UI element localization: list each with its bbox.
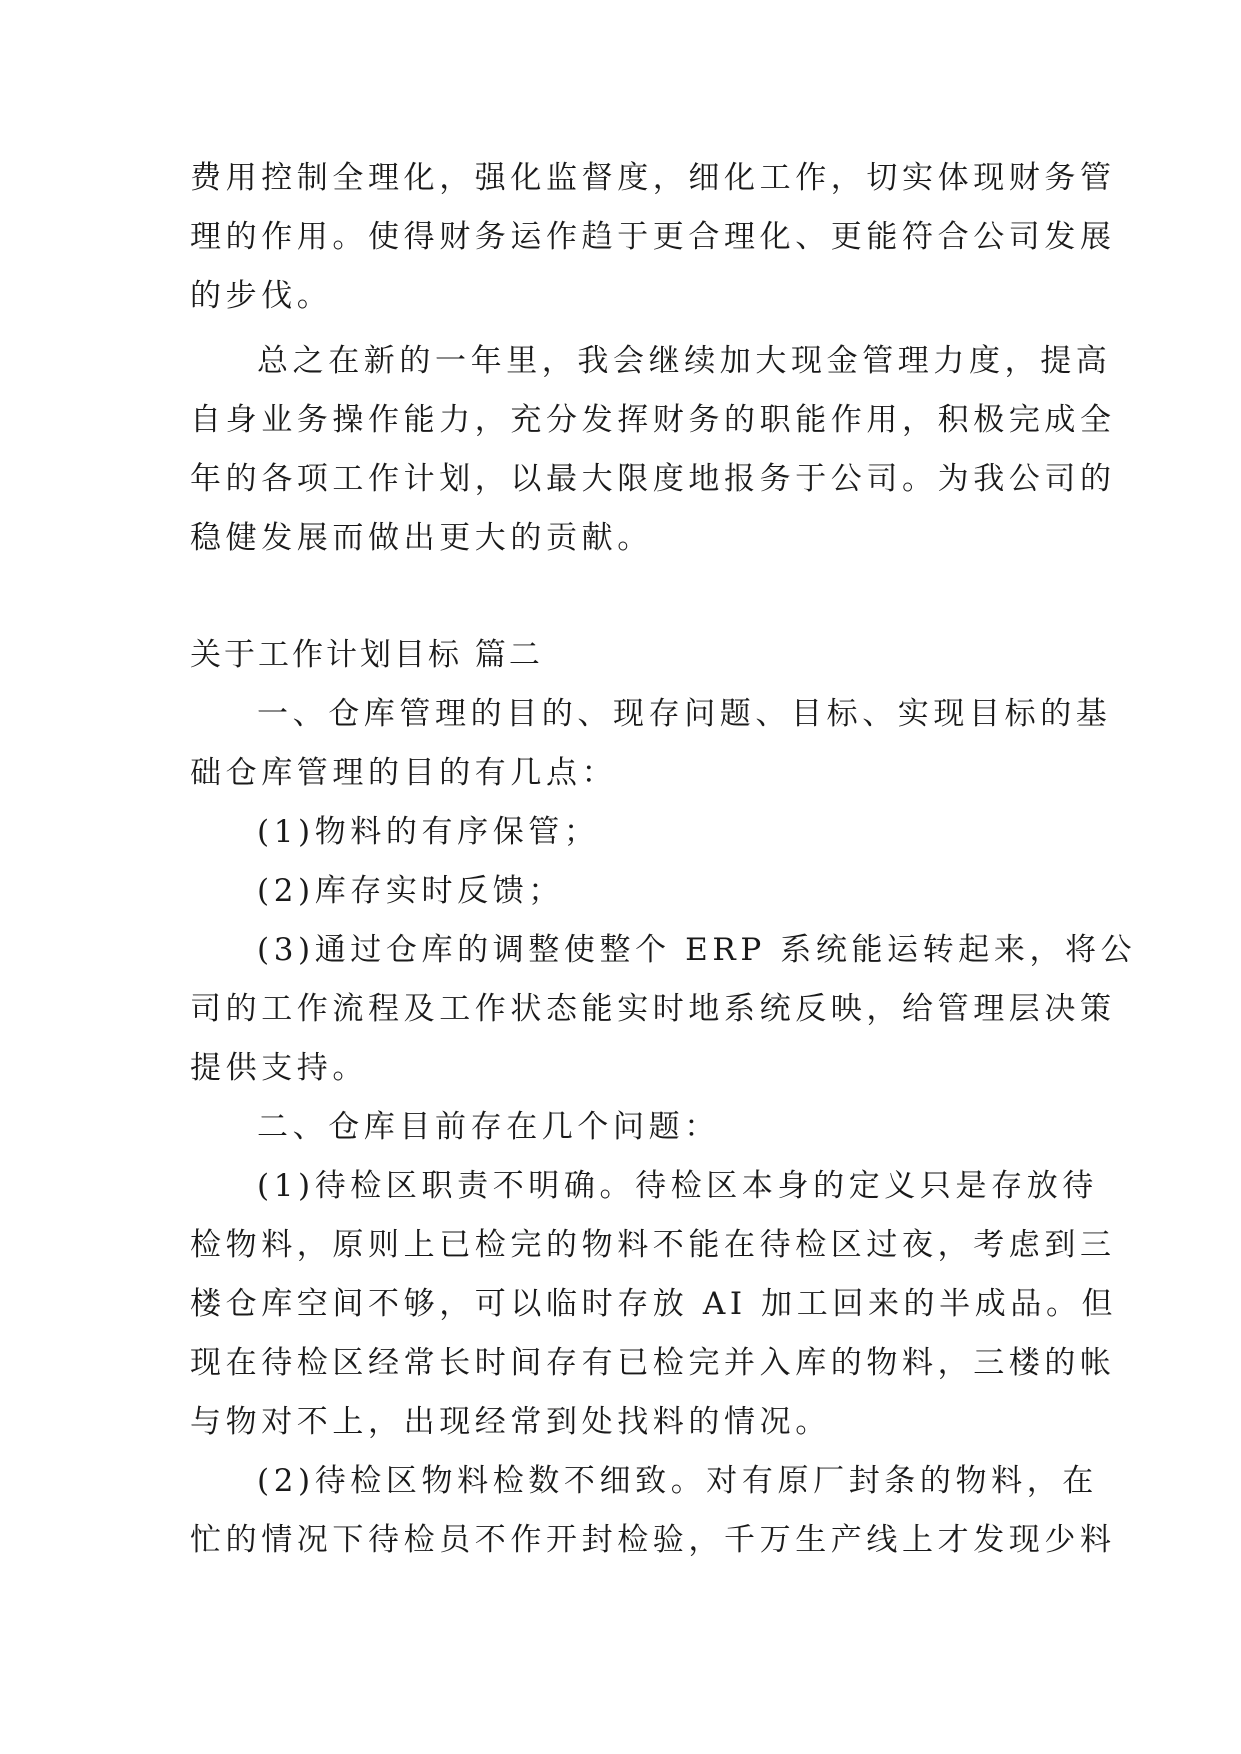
paragraph-line: 二、仓库目前存在几个问题： (257, 1109, 720, 1145)
paragraph-line: 现在待检区经常长时间存有已检完并入库的物料，三楼的帐 (190, 1345, 1116, 1381)
paragraph-line: 稳健发展而做出更大的贡献。 (190, 520, 653, 556)
paragraph-line: 的步伐。 (190, 278, 333, 314)
paragraph-line: 理的作用。使得财务运作趋于更合理化、更能符合公司发展 (190, 219, 1116, 255)
list-item: (1)待检区职责不明确。待检区本身的定义只是存放待 (257, 1168, 1098, 1204)
paragraph-line: 提供支持。 (190, 1050, 368, 1086)
list-item: (3)通过仓库的调整使整个 ERP 系统能运转起来，将公 (257, 932, 1137, 968)
paragraph-line: 楼仓库空间不够，可以临时存放 AI 加工回来的半成品。但 (190, 1286, 1118, 1322)
paragraph-line: 司的工作流程及工作状态能实时地系统反映，给管理层决策 (190, 991, 1116, 1027)
paragraph-line: 费用控制全理化，强化监督度，细化工作，切实体现财务管 (190, 160, 1116, 196)
paragraph-line: 与物对不上，出现经常到处找料的情况。 (190, 1404, 831, 1440)
section-heading: 关于工作计划目标 篇二 (190, 637, 543, 673)
list-item: (1)物料的有序保管； (257, 814, 600, 850)
paragraph-line: 一、仓库管理的目的、现存问题、目标、实现目标的基 (257, 696, 1112, 732)
paragraph-line: 总之在新的一年里，我会继续加大现金管理力度，提高 (257, 343, 1112, 379)
paragraph-line: 础仓库管理的目的有几点： (190, 755, 618, 791)
paragraph-line: 检物料，原则上已检完的物料不能在待检区过夜，考虑到三 (190, 1227, 1116, 1263)
paragraph-line: 忙的情况下待检员不作开封检验，千万生产线上才发现少料 (190, 1522, 1116, 1558)
list-item: (2)待检区物料检数不细致。对有原厂封条的物料，在 (257, 1463, 1098, 1499)
paragraph-line: 年的各项工作计划，以最大限度地报务于公司。为我公司的 (190, 461, 1116, 497)
list-item: (2)库存实时反馈； (257, 873, 564, 909)
paragraph-line: 自身业务操作能力，充分发挥财务的职能作用，积极完成全 (190, 402, 1116, 438)
